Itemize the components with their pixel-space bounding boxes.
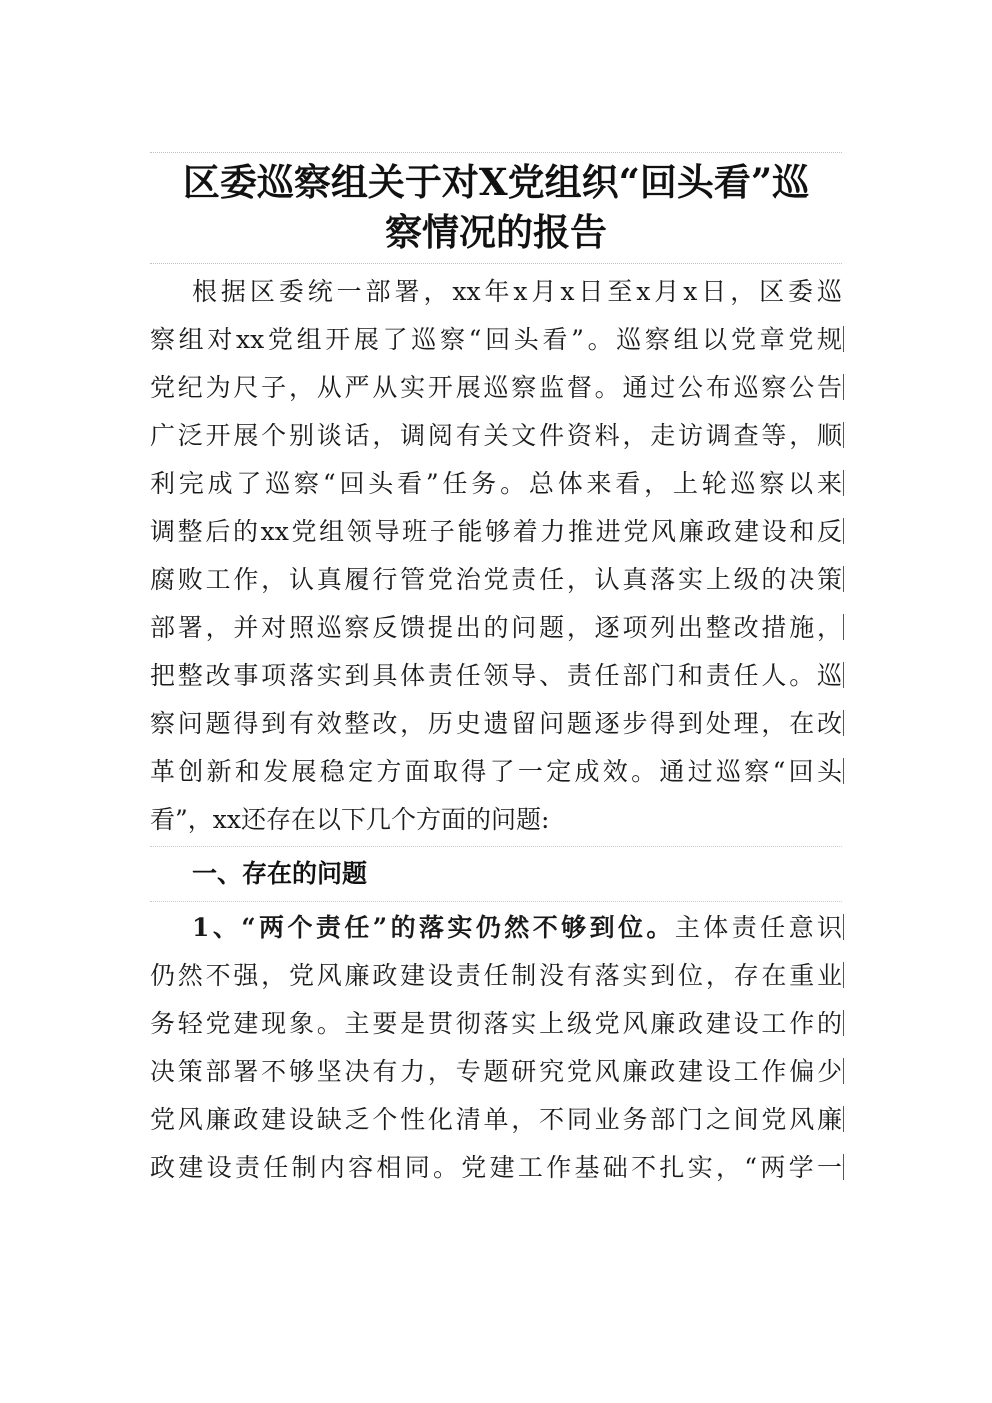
margin-mark	[843, 962, 844, 988]
intro-line-5	[150, 460, 842, 508]
intro-line-3-text: 党纪为尺子，从严从实开展巡察监督。通过公布巡察公告	[150, 373, 842, 402]
intro-line-7-text: 腐败工作，认真履行管党治党责任，认真落实上级的决策	[150, 565, 842, 594]
margin-mark	[843, 914, 844, 940]
margin-mark	[843, 1106, 844, 1132]
margin-mark	[843, 1058, 844, 1084]
point1-line-6	[150, 1144, 842, 1192]
margin-mark	[843, 758, 844, 784]
point1-line-4-text: 决策部署不够坚决有力，专题研究党风廉政建设工作偏少	[150, 1057, 842, 1086]
intro-line-3	[150, 364, 842, 412]
intro-line-11	[150, 748, 842, 796]
margin-mark	[843, 662, 844, 688]
point1-first-rest: 主体责任意识	[674, 913, 842, 942]
intro-line-5-text: 利完成了巡察“回头看”任务。总体来看，上轮巡察以来	[150, 469, 842, 498]
intro-line-7	[150, 556, 842, 604]
point1-line-2-text: 仍然不强，党风廉政建设责任制没有落实到位，存在重业	[150, 961, 842, 990]
title-line-2: 察情况的报告	[385, 210, 607, 254]
intro-line-6-text: 调整后的xx党组领导班子能够着力推进党风廉政建设和反	[150, 517, 842, 546]
intro-line-4	[150, 412, 842, 460]
intro-line-10-text: 察问题得到有效整改，历史遗留问题逐步得到处理，在改	[150, 709, 842, 738]
margin-mark	[843, 566, 844, 592]
point1-line-3-text: 务轻党建现象。主要是贯彻落实上级党风廉政建设工作的	[150, 1009, 842, 1038]
point1-line-3	[150, 1000, 842, 1048]
margin-mark	[843, 1010, 844, 1036]
intro-line-2	[150, 316, 842, 364]
intro-line-10	[150, 700, 842, 748]
intro-line-4-text: 广泛开展个别谈话，调阅有关文件资料，走访调查等，顺	[150, 421, 842, 450]
intro-line-1	[150, 268, 842, 316]
margin-mark	[843, 470, 844, 496]
section-heading-problems: 一、存在的问题	[150, 846, 842, 902]
intro-line-9	[150, 652, 842, 700]
title-line-1: 区委巡察组关于对X党组织“回头看”巡	[182, 160, 810, 204]
point1-line-2	[150, 952, 842, 1000]
intro-line-2-text: 察组对xx党组开展了巡察“回头看”。巡察组以党章党规	[150, 325, 842, 354]
intro-line-11-text: 革创新和发展稳定方面取得了一定成效。通过巡察“回头	[150, 757, 842, 786]
intro-line-6	[150, 508, 842, 556]
margin-mark	[843, 518, 844, 544]
intro-line-1-text: 根据区委统一部署，xx年x月x日至x月x日，区委巡	[192, 277, 842, 306]
point1-line-6-text: 政建设责任制内容相同。党建工作基础不扎实，“两学一	[150, 1153, 842, 1182]
point1-line-5-text: 党风廉政建设缺乏个性化清单，不同业务部门之间党风廉	[150, 1105, 842, 1134]
intro-line-9-text: 把整改事项落实到具体责任领导、责任部门和责任人。巡	[150, 661, 842, 690]
point1-line-5	[150, 1096, 842, 1144]
point1-heading: 1、“两个责任”的落实仍然不够到位。	[192, 913, 675, 942]
margin-mark	[843, 422, 844, 448]
margin-mark	[843, 710, 844, 736]
point1-line-4	[150, 1048, 842, 1096]
intro-line-8-text: 部署，并对照巡察反馈提出的问题，逐项列出整改措施，	[150, 613, 842, 642]
margin-mark	[843, 614, 844, 640]
intro-line-8	[150, 604, 842, 652]
margin-mark	[843, 1154, 844, 1180]
margin-mark	[843, 374, 844, 400]
intro-line-12	[150, 796, 842, 844]
document-title	[150, 152, 842, 264]
document-body	[150, 268, 842, 1192]
point1-line-1	[150, 904, 842, 952]
intro-line-12-text: 看”，xx还存在以下几个方面的问题:	[150, 805, 550, 834]
margin-mark	[843, 326, 844, 352]
